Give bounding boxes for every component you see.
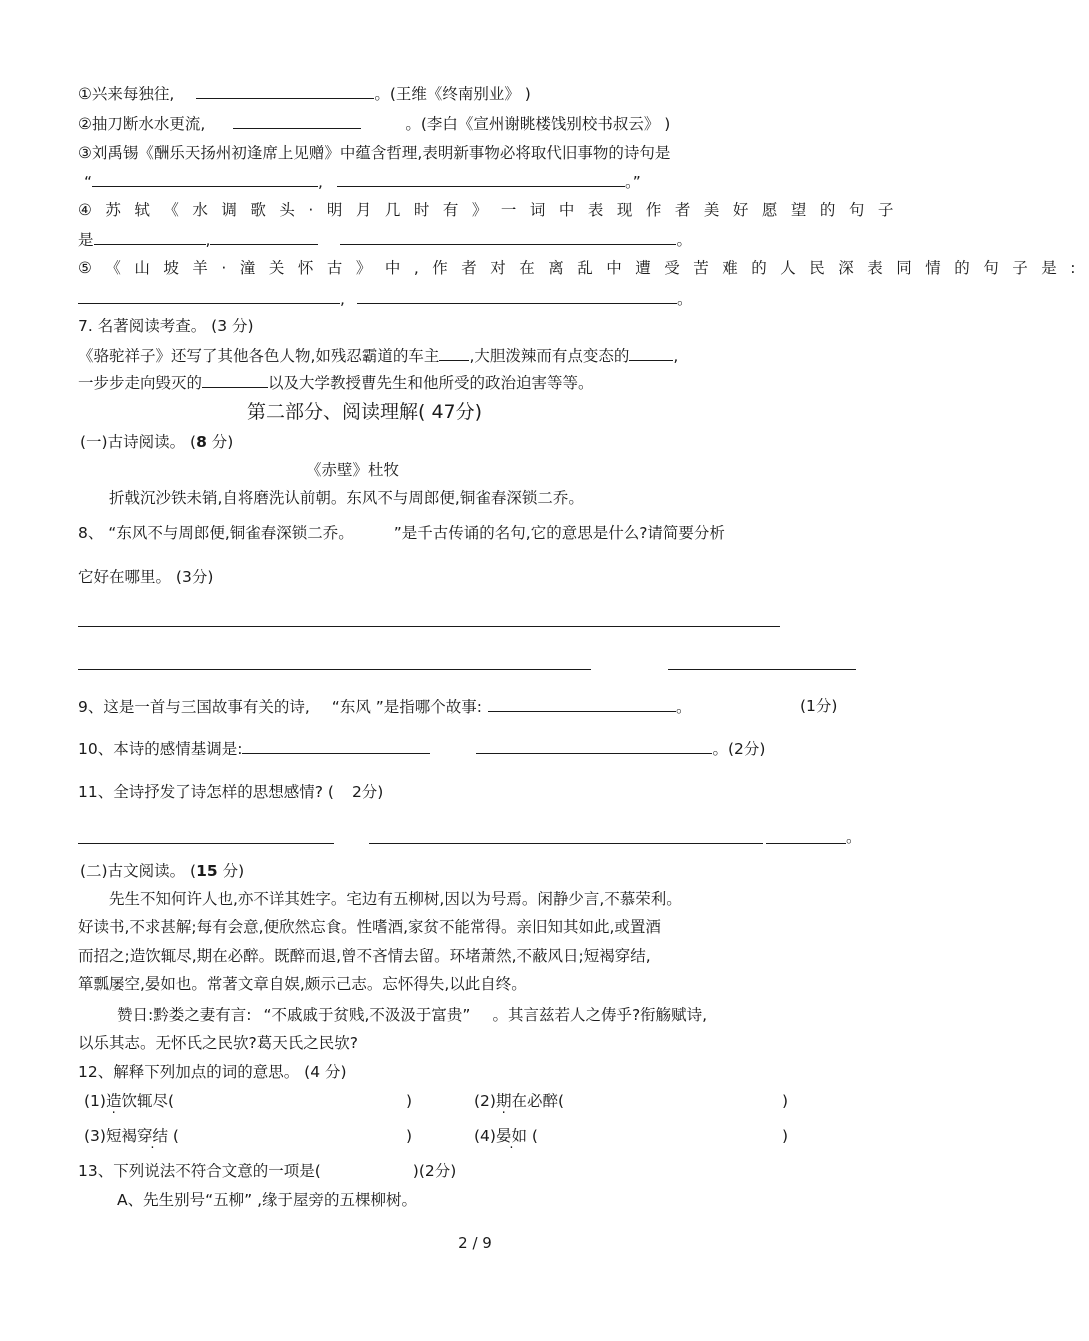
answer-blank[interactable] (337, 170, 625, 187)
q10-text: 。(2分) (712, 740, 766, 758)
q12-item-1 (84, 1090, 174, 1112)
q6-line-7: ⑤《山坡羊·潼关怀古》中,作者对在离乱中遭受苦难的人民深表同情的句子是: (78, 259, 1089, 277)
q12-item-3-close: ) (406, 1127, 413, 1145)
sec2-score: 15 (196, 862, 218, 880)
q7-text: 《骆驼祥子》还写了其他各色人物,如残忍霸道的车主 (78, 347, 440, 365)
answer-blank[interactable] (92, 170, 318, 187)
q7-line-1 (78, 344, 678, 367)
q8-line-2: 它好在哪里。 (3分) (78, 568, 214, 586)
q12-item-4 (474, 1125, 538, 1147)
dotted-word: 穿结 (136, 1127, 168, 1145)
item-text: ( (167, 1127, 179, 1145)
part2-title: 第二部分、阅读理解( 47分) (247, 401, 483, 423)
sec1-score: 8 (196, 433, 207, 451)
sec2-title-text: 分) (217, 862, 245, 880)
dotted-word: 造 (105, 1092, 122, 1110)
passage-line-3: 而招之;造饮辄尽,期在必醉。既醉而退,曾不吝情去留。环堵萧然,不蔽风日;短褐穿结, (78, 947, 651, 965)
answer-blank[interactable] (196, 82, 374, 99)
passage-line-6: 以乐其志。无怀氏之民欤?葛天氏之民欤? (78, 1034, 358, 1052)
q7-text: ,大胆泼辣而有点变态的 (469, 347, 630, 365)
item-number: (2) (474, 1092, 496, 1110)
q11-line (78, 781, 383, 803)
answer-line[interactable] (78, 626, 780, 627)
answer-blank[interactable] (357, 287, 677, 304)
item-number: (1) (84, 1092, 106, 1110)
sec2-title-text: (二)古文阅读。 ( (80, 862, 197, 880)
answer-blank[interactable] (202, 371, 268, 388)
sec1-title (80, 431, 233, 453)
comma: , (318, 173, 323, 191)
answer-blank[interactable] (210, 228, 318, 245)
passage-line-4: 箪瓢屡空,晏如也。常著文章自娱,颇示己志。忘怀得失,以此自终。 (78, 975, 527, 993)
answer-blank[interactable] (233, 112, 361, 129)
dotted-word: 期 (495, 1092, 512, 1110)
q6-line-2-source: 。(李白《宣州谢眺楼饯别校书叔云》 ) (405, 115, 671, 133)
item-text: 饮辄尽( (121, 1092, 175, 1110)
sec1-title-text: (一)古诗阅读。 ( (80, 433, 197, 451)
poem-text: 折戟沉沙铁未销,自将磨洗认前朝。东风不与周郎便,铜雀春深锁二乔。 (109, 489, 584, 507)
q8-text: ”是千古传诵的名句,它的意思是什么?请简要分析 (393, 524, 725, 542)
answer-line[interactable] (668, 669, 856, 670)
q9-line (78, 695, 692, 718)
answer-line[interactable] (78, 843, 334, 844)
close-quote: 。” (624, 173, 641, 191)
q6-line-6 (78, 228, 692, 251)
q9-text: “东风 ”是指哪个故事: (331, 698, 483, 716)
sec1-title-text: 分) (206, 433, 234, 451)
q9-score: (1分) (800, 697, 838, 715)
page-number: 2 / 9 (458, 1234, 492, 1252)
item-text: 在必醉( (511, 1092, 565, 1110)
q6-line-2-prompt: ②抽刀断水水更流, (78, 115, 206, 133)
q10-text: 10、本诗的感情基调是: (78, 740, 243, 758)
q6-line-2 (78, 112, 670, 135)
q6-line-1 (78, 82, 531, 105)
passage-quote: “不戚戚于贫贱,不汲汲于富贵” (263, 1006, 471, 1024)
q6-line-4 (84, 170, 641, 193)
dotted-word: 晏如 (495, 1127, 527, 1145)
q13-line (78, 1160, 456, 1182)
item-number: (4) (474, 1127, 496, 1145)
passage-line-1: 先生不知何许人也,亦不详其姓字。宅边有五柳树,因以为号焉。闲静少言,不慕荣利。 (109, 890, 682, 908)
answer-blank[interactable] (488, 695, 676, 712)
sec2-title (80, 860, 244, 882)
q7-line-2 (78, 371, 594, 394)
answer-line[interactable] (369, 843, 763, 844)
q12-item-3 (84, 1125, 179, 1147)
q6-line-3: ③刘禹锡《酬乐天扬州初逢席上见赠》中蕴含哲理,表明新事物必将取代旧事物的诗句是 (78, 144, 671, 162)
period: 。 (676, 698, 692, 716)
q8-text: 8、 “东风不与周郎便,铜雀春深锁二乔。 (78, 524, 354, 542)
comma: , (205, 231, 211, 249)
period: 。 (676, 231, 692, 249)
answer-blank[interactable] (629, 344, 673, 361)
answer-blank[interactable] (242, 737, 430, 754)
passage-line-2: 好读书,不求甚解;每有会意,便欣然忘食。性嗜酒,家贫不能常得。亲旧知其如此,或置酒 (78, 918, 661, 936)
answer-blank[interactable] (94, 228, 206, 245)
comma: , (340, 290, 345, 308)
option-a: A、先生别号“五柳” ,缘于屋旁的五棵柳树。 (117, 1191, 418, 1209)
answer-line[interactable] (78, 669, 591, 670)
q6-line-5: ④苏轼《水调歌头·明月几时有》一词中表现作者美好愿望的句子 (78, 201, 907, 219)
q12-item-2-close: ) (782, 1092, 789, 1110)
q13-text: 13、下列说法不符合文意的一项是( (78, 1162, 321, 1180)
open-quote: “ (84, 173, 93, 191)
passage-line-5 (117, 1004, 707, 1026)
q7-title: 7. 名著阅读考查。 (3 分) (78, 317, 254, 335)
answer-blank[interactable] (340, 228, 676, 245)
q12-item-1-close: ) (406, 1092, 413, 1110)
q6-line-1-source: 。(王维《终南别业》 ) (374, 85, 531, 103)
q7-text: 一步步走向毁灭的 (78, 374, 203, 392)
q6-line-8 (78, 287, 692, 310)
period: 。 (676, 290, 693, 308)
q8-line-1 (78, 522, 725, 544)
q13-text: )(2分) (412, 1162, 457, 1180)
q7-text: , (673, 347, 679, 365)
q12-item-2 (474, 1090, 564, 1112)
item-number: (3)短褐 (84, 1127, 137, 1145)
q12-title: 12、解释下列加点的词的意思。 (4 分) (78, 1063, 347, 1081)
passage-text: 。其言兹若人之俦乎?衔觞赋诗, (492, 1006, 708, 1024)
label-shi: 是 (78, 231, 94, 249)
q11-text: 2分) (351, 783, 384, 801)
answer-blank[interactable] (439, 344, 469, 361)
q12-item-4-close: ) (782, 1127, 789, 1145)
poem-title: 《赤壁》杜牧 (306, 461, 400, 479)
answer-blank[interactable] (476, 737, 712, 754)
q6-line-1-prompt: ①兴来每独往, (78, 85, 175, 103)
passage-text: 赞日:黔娄之妻有言: (117, 1006, 252, 1024)
q11-end: 。 (846, 828, 862, 846)
q11-text: 11、全诗抒发了诗怎样的思想感情? ( (78, 783, 334, 801)
answer-line[interactable] (766, 843, 846, 844)
answer-blank[interactable] (78, 287, 340, 304)
q10-line (78, 737, 765, 760)
q9-text: 9、这是一首与三国故事有关的诗, (78, 698, 310, 716)
q7-text: 以及大学教授曹先生和他所受的政治迫害等等。 (268, 374, 594, 392)
item-text: ( (526, 1127, 538, 1145)
